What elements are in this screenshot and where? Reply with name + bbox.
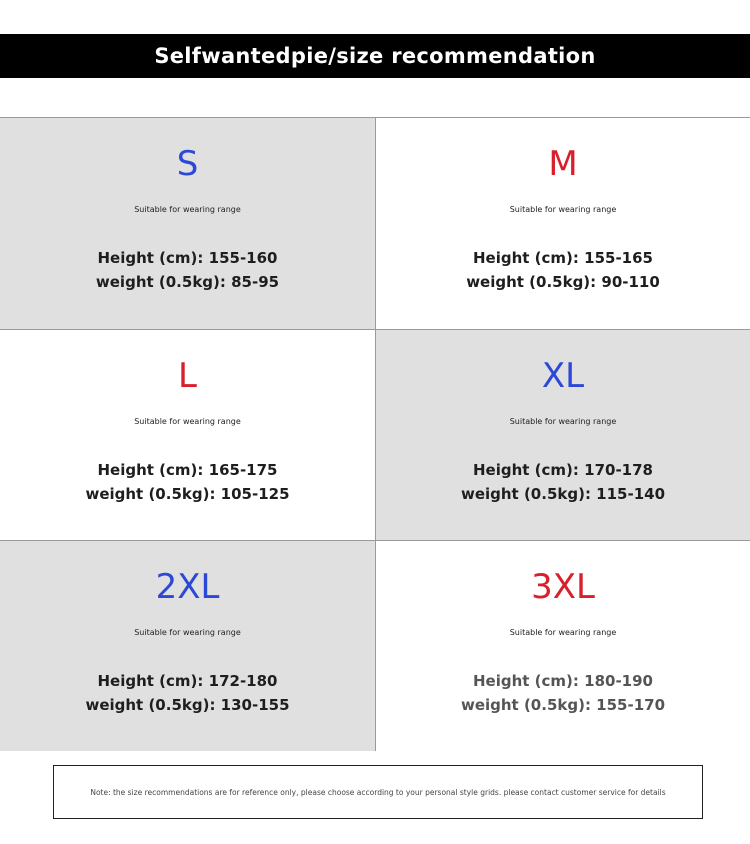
disclaimer-text: Note: the size recommendations are for reference only, please choose according to your personal style grids. please contact customer service for details bbox=[90, 787, 666, 797]
height-range: Height (cm): 172-180 bbox=[97, 672, 278, 690]
height-range: Height (cm): 155-165 bbox=[473, 249, 653, 267]
range-label: Suitable for wearing range bbox=[509, 628, 617, 637]
weight-range: weight (0.5kg): 155-170 bbox=[460, 696, 666, 714]
size-label: XL bbox=[541, 356, 585, 396]
height-range: Height (cm): 170-178 bbox=[473, 461, 653, 479]
size-label: 2XL bbox=[155, 567, 220, 607]
weight-range: weight (0.5kg): 90-110 bbox=[466, 273, 660, 291]
size-label: M bbox=[548, 144, 578, 184]
height-range: Height (cm): 180-190 bbox=[473, 672, 653, 690]
range-label: Suitable for wearing range bbox=[509, 417, 617, 426]
weight-range: weight (0.5kg): 115-140 bbox=[460, 485, 666, 503]
page-title-bar bbox=[0, 34, 750, 78]
size-card-3xl bbox=[375, 540, 750, 751]
range-label: Suitable for wearing range bbox=[134, 628, 241, 637]
height-range: Height (cm): 165-175 bbox=[97, 461, 278, 479]
disclaimer-note bbox=[53, 765, 703, 819]
weight-range: weight (0.5kg): 105-125 bbox=[85, 485, 290, 503]
range-label: Suitable for wearing range bbox=[509, 205, 617, 214]
size-label: 3XL bbox=[531, 567, 595, 607]
weight-range: weight (0.5kg): 130-155 bbox=[85, 696, 290, 714]
size-card-s bbox=[0, 118, 375, 329]
weight-range: weight (0.5kg): 85-95 bbox=[95, 273, 280, 291]
size-card-2xl bbox=[0, 540, 375, 751]
size-label: S bbox=[176, 144, 199, 184]
size-grid bbox=[0, 117, 750, 751]
size-card-l bbox=[0, 329, 375, 540]
size-card-xl bbox=[375, 329, 750, 540]
size-card-m bbox=[375, 118, 750, 329]
height-range: Height (cm): 155-160 bbox=[97, 249, 278, 267]
page-title: Selfwantedpie/size recommendation bbox=[154, 44, 596, 68]
range-label: Suitable for wearing range bbox=[134, 205, 241, 214]
size-label: L bbox=[178, 356, 197, 396]
range-label: Suitable for wearing range bbox=[134, 417, 241, 426]
